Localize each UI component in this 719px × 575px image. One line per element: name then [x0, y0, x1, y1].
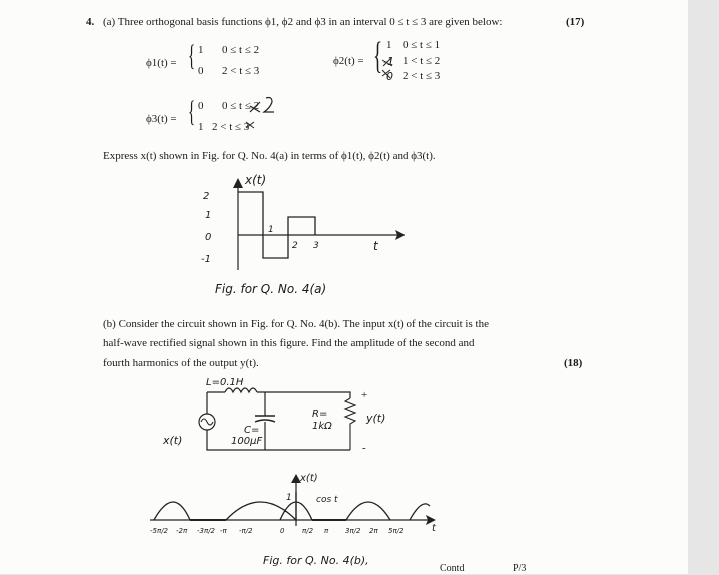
- marks-a: (17): [566, 16, 585, 28]
- question-number: 4.: [86, 16, 95, 28]
- fig-b-curve-label: cos t: [316, 495, 338, 505]
- phi3-case2-val: 1: [198, 121, 204, 133]
- fig-b-xtick-m5pi2: -5π/2: [150, 527, 169, 535]
- part-b-line3: fourth harmonics of the output y(t).: [103, 357, 259, 369]
- fig-b-xtick-5pi2: 5π/2: [388, 527, 404, 535]
- fig-a-ytick-m1: -1: [201, 254, 211, 265]
- output-label: y(t): [366, 412, 386, 425]
- figure-4a: [195, 170, 425, 300]
- phi1-brace: {: [188, 39, 196, 72]
- fig-a-caption: Fig. for Q. No. 4(a): [215, 282, 327, 296]
- phi1-case2-val: 0: [198, 65, 204, 77]
- phi3-case1-cond: 0 ≤ t ≤ 2: [222, 100, 260, 112]
- fig-b-xtick-mpi: -π: [220, 527, 227, 535]
- inductor-label: L=0.1H: [206, 377, 244, 388]
- fig-a-x-label: t: [373, 239, 378, 253]
- fig-b-xtick-m2pi: -2π: [176, 527, 188, 535]
- fig-a-y-label: x(t): [245, 173, 267, 187]
- phi2-scribbles: [378, 52, 402, 82]
- fig-b-y-label: x(t): [300, 473, 318, 484]
- fig-a-ytick-1: 1: [205, 210, 212, 221]
- phi2-case2-val: -1: [383, 55, 394, 68]
- fig-a-ytick-2: 2: [203, 191, 210, 202]
- capacitor-plate-bottom: [255, 420, 275, 422]
- output-minus: -: [362, 442, 366, 454]
- resistor-label-2: 1kΩ: [312, 421, 332, 432]
- footer-page: P/3: [513, 563, 527, 574]
- phi3-case1-val: 0: [198, 100, 204, 112]
- phi2-lhs: ϕ2(t) =: [333, 55, 364, 67]
- fig-a-signal: [238, 192, 315, 258]
- fig-b-xtick-0: 0: [280, 527, 285, 535]
- marks-b: (18): [564, 357, 583, 369]
- fig-a-xtick-3: 3: [313, 241, 319, 251]
- resistor-label-1: R=: [312, 409, 328, 420]
- output-plus: +: [361, 389, 368, 401]
- phi1-lhs: ϕ1(t) =: [146, 57, 177, 69]
- phi2-case1-val: 1: [386, 39, 392, 51]
- phi1-case2-cond: 2 < t ≤ 3: [222, 65, 260, 77]
- viewer-background: [688, 0, 719, 574]
- part-a-intro: (a) Three orthogonal basis functions ϕ1, ϕ2 and ϕ3 in an interval 0 ≤ t ≤ 3 are given below:: [103, 16, 503, 28]
- phi2-case1-cond: 0 ≤ t ≤ 1: [403, 39, 441, 51]
- fig-b-peak: 1: [286, 493, 292, 503]
- part-b-line2: half-wave rectified signal shown in this figure. Find the amplitude of the second and: [103, 337, 475, 349]
- fig-b-xtick-2pi: 2π: [369, 527, 378, 535]
- figure-4b: [140, 470, 450, 550]
- phi2-case3-cond: 2 < t ≤ 3: [403, 70, 441, 82]
- part-b-line1: (b) Consider the circuit shown in Fig. for Q. No. 4(b). The input x(t) of the circuit is the: [103, 318, 489, 330]
- fig-b-x-label: t: [432, 523, 436, 534]
- fig-b-xtick-pi2: π/2: [302, 527, 314, 535]
- phi2-case3-val: 0: [386, 70, 393, 83]
- capacitor-label-1: C=: [244, 425, 260, 436]
- resistor-zigzag: [345, 398, 355, 450]
- fig-a-xtick-2: 2: [292, 241, 298, 251]
- phi1-case1-val: 1: [198, 44, 204, 56]
- fig-a-xtick-1: 1: [268, 225, 274, 235]
- fig-b-xtick-pi: π: [324, 527, 329, 535]
- capacitor-label-2: 100μF: [231, 436, 263, 447]
- fig-a-ytick-0: 0: [205, 232, 212, 243]
- footer-contd: Contd: [440, 563, 465, 574]
- phi2-brace: {: [373, 35, 383, 77]
- phi3-handwritten-edit: [240, 96, 280, 130]
- input-label: x(t): [163, 434, 183, 447]
- phi3-brace: {: [188, 95, 196, 128]
- phi2-case2-cond: 1 < t ≤ 2: [403, 55, 441, 67]
- express-instruction: Express x(t) shown in Fig. for Q. No. 4(a) in terms of ϕ1(t), ϕ2(t) and ϕ3(t).: [103, 150, 436, 162]
- fig-a-y-arrow: [233, 178, 243, 188]
- phi1-case1-cond: 0 ≤ t ≤ 2: [222, 44, 260, 56]
- circuit-diagram: [165, 380, 368, 465]
- fig-b-xtick-3pi2: 3π/2: [345, 527, 361, 535]
- phi3-case2-cond: 2 < t ≤ 3: [212, 121, 250, 133]
- fig-b-xtick-m3pi2: -3π/2: [197, 527, 216, 535]
- fig-b-xtick-mpi2: -π/2: [239, 527, 253, 535]
- fig-b-halfwave: [154, 492, 430, 520]
- phi3-lhs: ϕ3(t) =: [146, 113, 177, 125]
- fig-b-caption: Fig. for Q. No. 4(b),: [263, 554, 369, 567]
